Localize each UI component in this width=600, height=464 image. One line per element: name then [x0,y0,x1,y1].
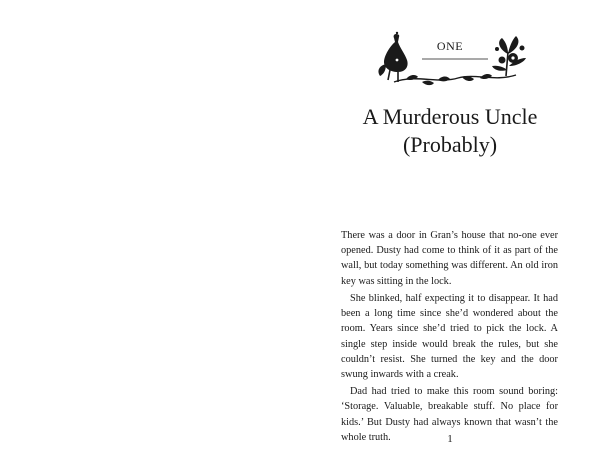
chapter-title-line-1: A Murderous Uncle [362,104,538,129]
chapter-title [300,103,600,159]
chapter-number: ONE [436,39,464,53]
paragraph: Dad had tried to make this room sound boring: ‘Storage. Valuable, breakable stuff. No place for kids.’ But Dusty had always known that wasn’t the whole truth. [341,386,558,443]
page-number: 1 [447,433,453,445]
paragraph: There was a door in Gran’s house that no-one ever opened. Dusty had come to think of it as part of the wall, but today something was different. An old iron key was sitting in the lock. [341,230,558,287]
chapter-title-line-2: (Probably) [402,132,498,157]
chapter-body [341,228,558,447]
right-page [300,0,600,464]
paragraph: She blinked, half expecting it to disappear. It had been a long time since she’d wondered about the room. Years since she’d tried to pick the lock. A single step inside would break the rules, but she couldn’t resist. She turned the key and the door swung inwards with a creak. [341,292,558,380]
